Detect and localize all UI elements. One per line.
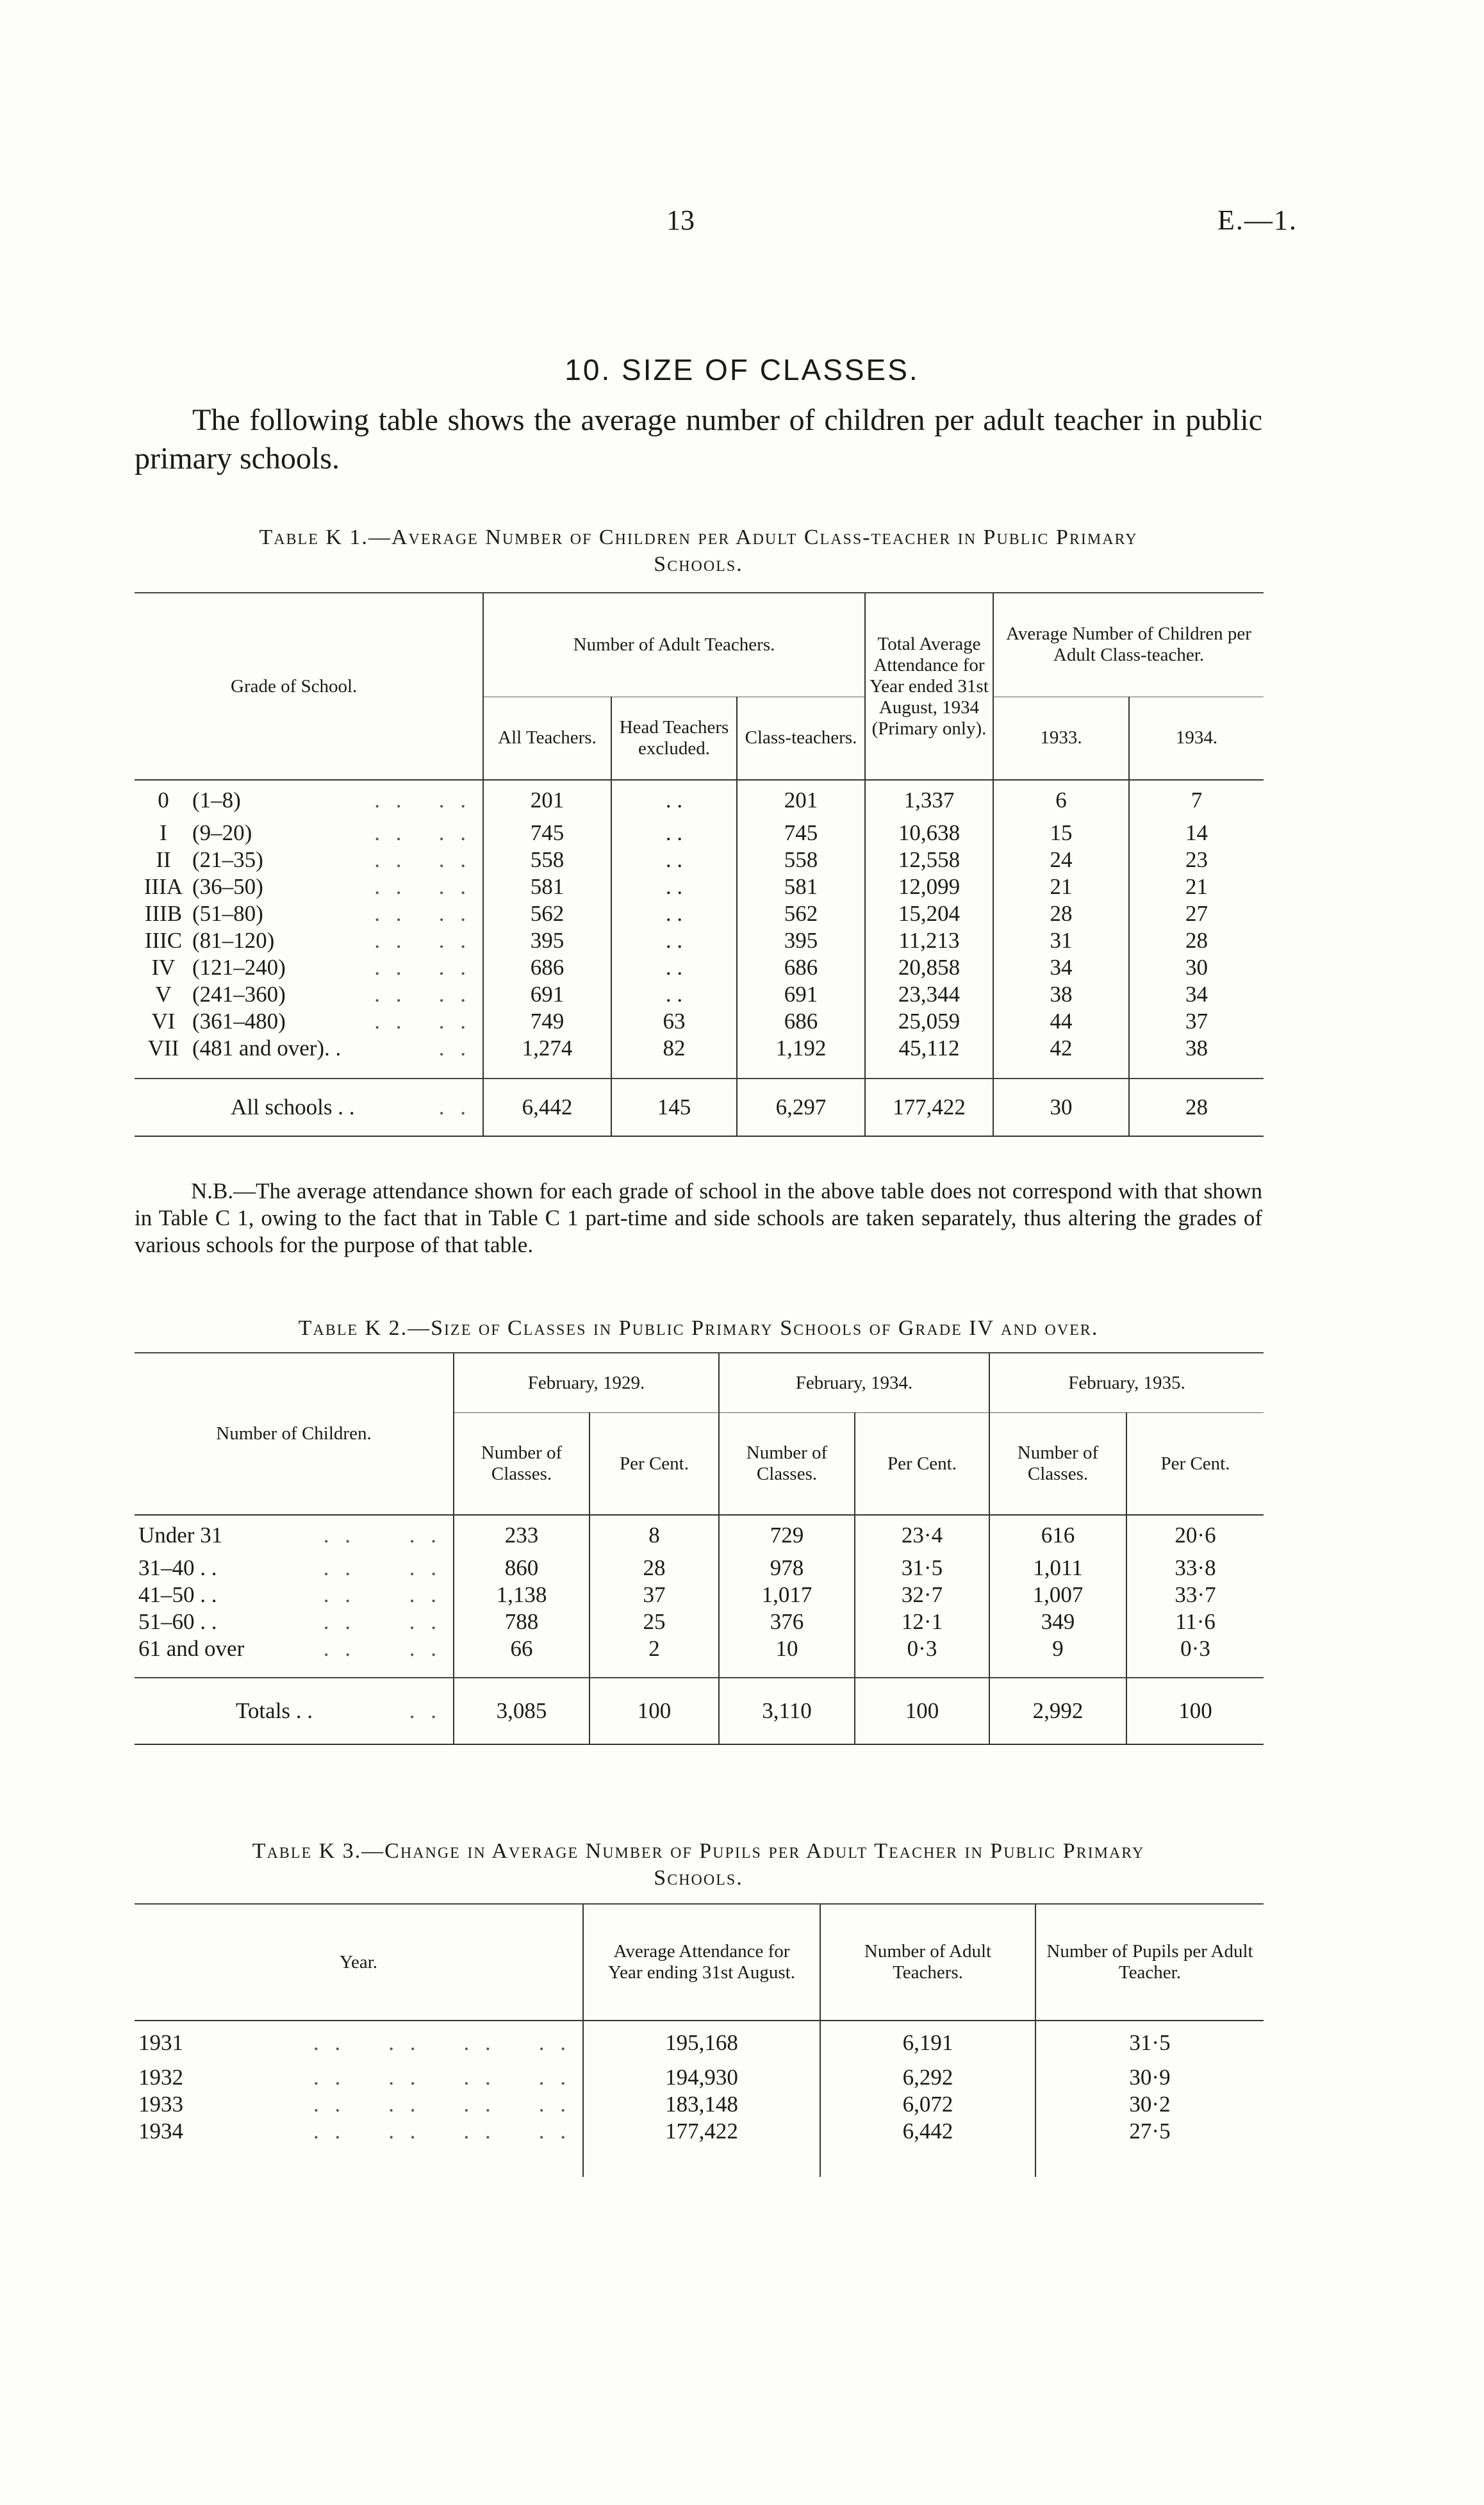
k1-range: (361–480) xyxy=(192,1009,286,1034)
k2-total-label-cell xyxy=(135,1678,454,1744)
k2-classes-1934: 376 xyxy=(719,1608,855,1635)
spacer-cell xyxy=(1126,1662,1264,1678)
k1-total-label-cell xyxy=(135,1079,483,1136)
k2-classes-1929: 66 xyxy=(454,1635,589,1662)
k2-row-label: 41–50 . . xyxy=(138,1582,217,1607)
k2-percent-1929: 25 xyxy=(589,1608,719,1635)
k1-total-class: 6,297 xyxy=(737,1079,865,1136)
spacer-cell xyxy=(993,1062,1129,1079)
k1-attendance: 23,344 xyxy=(865,981,993,1008)
k3-row-dots: . . . . . . . . xyxy=(313,2092,571,2117)
k2-total-p1934: 100 xyxy=(855,1678,989,1744)
k1-class-teachers: 686 xyxy=(737,954,865,981)
table-row xyxy=(135,873,1264,900)
k3-pupils-per-teacher: 27·5 xyxy=(1035,2118,1264,2145)
k1-header-teachers-group: Number of Adult Teachers. xyxy=(483,593,865,697)
table-k2 xyxy=(135,1352,1264,1745)
k2-percent-1929: 28 xyxy=(589,1555,719,1582)
k1-grade: 0 xyxy=(158,787,169,813)
table-row xyxy=(135,954,1264,981)
k2-row-label-cell xyxy=(135,1555,454,1582)
table-row xyxy=(135,1555,1264,1582)
table-k3-caption xyxy=(135,1838,1262,1892)
k2-percent-1934: 31·5 xyxy=(855,1555,989,1582)
k1-grade: VI xyxy=(151,1009,176,1034)
k2-total-c1934: 3,110 xyxy=(719,1678,855,1744)
table-k3-caption-line1: Table K 3.—Change in Average Number of Pupils per Adult Teacher in Public Primary xyxy=(252,1839,1145,1863)
k1-avg-1934: 14 xyxy=(1129,820,1264,847)
k1-head-excluded: . . xyxy=(611,954,737,981)
table-row xyxy=(135,2118,1264,2145)
k1-grade: V xyxy=(155,982,172,1007)
k2-percent-1935: 11·6 xyxy=(1126,1608,1264,1635)
k1-all-teachers: 691 xyxy=(483,981,611,1008)
k1-dots: . . . . xyxy=(374,955,471,980)
k1-class-teachers: 691 xyxy=(737,981,865,1008)
k1-range: (9–20) xyxy=(192,820,252,845)
k1-class-teachers: 395 xyxy=(737,927,865,954)
k2-percent-1929: 8 xyxy=(589,1515,719,1555)
k1-head-excluded: . . xyxy=(611,927,737,954)
k1-dots: . . . . xyxy=(374,820,471,845)
k2-header-percent-1935: Per Cent. xyxy=(1126,1413,1264,1516)
k1-grade-cell xyxy=(135,873,483,900)
k1-avg-1933: 34 xyxy=(993,954,1129,981)
section-title: 10. SIZE OF CLASSES. xyxy=(565,353,919,386)
k1-all-teachers: 558 xyxy=(483,847,611,873)
spacer-cell xyxy=(855,1662,989,1678)
k1-all-teachers: 395 xyxy=(483,927,611,954)
k2-classes-1935: 616 xyxy=(989,1515,1126,1555)
k2-row-label: 51–60 . . xyxy=(138,1609,217,1634)
k3-row-label-cell xyxy=(135,2021,583,2064)
k1-grade-cell xyxy=(135,900,483,927)
k1-range: (51–80) xyxy=(192,901,263,926)
k2-header-percent-1934: Per Cent. xyxy=(855,1413,989,1516)
k3-row-label: 1933 xyxy=(138,2092,183,2117)
k2-row-label-cell xyxy=(135,1582,454,1608)
k1-grade: VII xyxy=(147,1036,179,1061)
k2-percent-1929: 37 xyxy=(589,1582,719,1608)
k2-row-dots: . . . . xyxy=(323,1636,441,1661)
k2-total-p1929: 100 xyxy=(589,1678,719,1744)
k2-row-label-cell xyxy=(135,1635,454,1662)
k1-head-excluded: . . xyxy=(611,981,737,1008)
spacer-cell xyxy=(989,1662,1126,1678)
k1-header-attendance: Total Average Attendance for Year ended 31st August, 1934 (Primary only). xyxy=(865,593,993,780)
k1-grade: IIIB xyxy=(144,901,183,926)
table-k1 xyxy=(135,592,1264,1137)
table-row xyxy=(135,981,1264,1008)
spacer-cell xyxy=(135,1662,454,1678)
table-row xyxy=(135,780,1264,820)
k2-header-classes-1935: Number of Classes. xyxy=(989,1413,1126,1516)
k3-pupils-per-teacher: 30·2 xyxy=(1035,2091,1264,2118)
k1-dots: . . . . xyxy=(374,847,471,872)
spacer-cell xyxy=(589,1662,719,1678)
k3-header-year: Year. xyxy=(135,1904,583,2021)
k2-total-label: Totals . . xyxy=(236,1698,313,1723)
k1-grade-cell xyxy=(135,1008,483,1035)
k1-dots: . . . . xyxy=(374,928,471,953)
table-row xyxy=(135,1008,1264,1035)
k1-dots: . . . . xyxy=(374,874,471,899)
k2-classes-1934: 1,017 xyxy=(719,1582,855,1608)
k2-classes-1929: 1,138 xyxy=(454,1582,589,1608)
k1-avg-1933: 15 xyxy=(993,820,1129,847)
k2-percent-1929: 2 xyxy=(589,1635,719,1662)
k1-range: (81–120) xyxy=(192,928,275,953)
k1-attendance: 11,213 xyxy=(865,927,993,954)
table-row xyxy=(135,2091,1264,2118)
k1-avg-1933: 6 xyxy=(993,780,1129,820)
k1-avg-1934: 28 xyxy=(1129,927,1264,954)
table-row xyxy=(135,1582,1264,1608)
k1-header-all-teachers: All Teachers. xyxy=(483,697,611,780)
k1-dots: . . . . xyxy=(374,1009,471,1034)
k1-head-excluded: . . xyxy=(611,780,737,820)
k3-header-teachers: Number of Adult Teachers. xyxy=(820,1904,1035,2021)
k2-percent-1935: 0·3 xyxy=(1126,1635,1264,1662)
k2-classes-1935: 1,011 xyxy=(989,1555,1126,1582)
k3-pupils-per-teacher: 30·9 xyxy=(1035,2064,1264,2091)
k1-attendance: 25,059 xyxy=(865,1008,993,1035)
k2-row-dots: . . . . xyxy=(323,1582,441,1607)
k3-row-label-cell xyxy=(135,2091,583,2118)
k3-attendance: 194,930 xyxy=(583,2064,820,2091)
k1-avg-1934: 38 xyxy=(1129,1035,1264,1062)
k2-header-children: Number of Children. xyxy=(135,1353,454,1515)
k1-attendance: 1,337 xyxy=(865,780,993,820)
spacer-cell xyxy=(737,1062,865,1079)
table-k1-caption-line1: Table K 1.—Average Number of Children per Adult Class-teacher in Public Primary xyxy=(259,525,1138,549)
k1-avg-1933: 38 xyxy=(993,981,1129,1008)
k1-all-teachers: 201 xyxy=(483,780,611,820)
table-k3 xyxy=(135,1903,1264,2177)
k1-header-class-teachers: Class-teachers. xyxy=(737,697,865,780)
k1-total-all: 6,442 xyxy=(483,1079,611,1136)
k1-total-attendance: 177,422 xyxy=(865,1079,993,1136)
table-k2-caption: Table K 2.—Size of Classes in Public Primary Schools of Grade IV and over. xyxy=(298,1316,1099,1340)
k2-classes-1934: 729 xyxy=(719,1515,855,1555)
k1-all-teachers: 1,274 xyxy=(483,1035,611,1062)
spacer-cell xyxy=(719,1662,855,1678)
k1-range: (481 and over). . xyxy=(192,1036,342,1061)
k1-all-teachers: 686 xyxy=(483,954,611,981)
k2-total-c1929: 3,085 xyxy=(454,1678,589,1744)
k1-total-1934: 28 xyxy=(1129,1079,1264,1136)
spacer-cell xyxy=(135,2145,583,2177)
spacer-cell xyxy=(1129,1062,1264,1079)
spacer-cell xyxy=(454,1662,589,1678)
k3-row-label: 1934 xyxy=(138,2119,183,2144)
table-row xyxy=(135,820,1264,847)
k1-header-avg-group: Average Number of Children per Adult Class-teacher. xyxy=(993,593,1264,697)
k3-row-dots: . . . . . . . . xyxy=(313,2065,571,2090)
k3-attendance: 177,422 xyxy=(583,2118,820,2145)
k1-grade: II xyxy=(156,847,171,872)
k2-header-feb1934: February, 1934. xyxy=(719,1353,989,1413)
k1-range: (36–50) xyxy=(192,874,263,899)
table-row xyxy=(135,900,1264,927)
k1-avg-1933: 28 xyxy=(993,900,1129,927)
k2-row-label: Under 31 xyxy=(138,1522,223,1548)
k1-head-excluded: 82 xyxy=(611,1035,737,1062)
k2-percent-1935: 33·7 xyxy=(1126,1582,1264,1608)
k2-header-classes-1929: Number of Classes. xyxy=(454,1413,589,1516)
k1-dots: . . . . xyxy=(374,982,471,1007)
k1-spacer-row xyxy=(135,1062,1264,1079)
k1-range: (241–360) xyxy=(192,982,286,1007)
k1-avg-1933: 24 xyxy=(993,847,1129,873)
k1-avg-1934: 34 xyxy=(1129,981,1264,1008)
k1-header-1934: 1934. xyxy=(1129,697,1264,780)
note-paragraph: N.B.—The average attendance shown for each grade of school in the above table does not correspond with that shown in Table C 1, owing to the fact that in Table C 1 part-time and side schools are taken separately, thus altering the grades of various schools for the purpose of that table. xyxy=(135,1178,1262,1257)
k3-header-attendance: Average Attendance for Year ending 31st August. xyxy=(583,1904,820,2021)
spacer-cell xyxy=(583,2145,820,2177)
spacer-cell xyxy=(820,2145,1035,2177)
k3-spacer-row xyxy=(135,2145,1264,2177)
k1-avg-1934: 37 xyxy=(1129,1008,1264,1035)
k1-grade-cell xyxy=(135,847,483,873)
k1-head-excluded: 63 xyxy=(611,1008,737,1035)
k2-total-dots: . . xyxy=(409,1698,441,1723)
k1-avg-1934: 7 xyxy=(1129,780,1264,820)
k3-teachers: 6,292 xyxy=(820,2064,1035,2091)
k1-attendance: 15,204 xyxy=(865,900,993,927)
table-row xyxy=(135,2064,1264,2091)
k2-percent-1934: 12·1 xyxy=(855,1608,989,1635)
k2-percent-1934: 32·7 xyxy=(855,1582,989,1608)
spacer-cell xyxy=(1035,2145,1264,2177)
k1-avg-1934: 30 xyxy=(1129,954,1264,981)
k1-head-excluded: . . xyxy=(611,873,737,900)
k3-row-label: 1932 xyxy=(138,2065,183,2090)
k1-grade: IIIC xyxy=(144,928,183,953)
k1-all-teachers: 562 xyxy=(483,900,611,927)
table-row xyxy=(135,1035,1264,1062)
k2-row-label: 31–40 . . xyxy=(138,1555,217,1580)
k3-row-dots: . . . . . . . . xyxy=(313,2119,571,2144)
k1-avg-1933: 42 xyxy=(993,1035,1129,1062)
k2-classes-1935: 1,007 xyxy=(989,1582,1126,1608)
table-row xyxy=(135,1635,1264,1662)
k3-pupils-per-teacher: 31·5 xyxy=(1035,2021,1264,2064)
k1-class-teachers: 562 xyxy=(737,900,865,927)
k1-range: (121–240) xyxy=(192,955,286,980)
k1-attendance: 10,638 xyxy=(865,820,993,847)
table-k1-caption xyxy=(135,524,1262,578)
k1-avg-1934: 21 xyxy=(1129,873,1264,900)
k2-classes-1929: 233 xyxy=(454,1515,589,1555)
k3-row-dots: . . . . . . . . xyxy=(313,2030,571,2055)
k2-row-dots: . . . . xyxy=(323,1522,441,1548)
k1-grade-cell xyxy=(135,780,483,820)
k1-grade-cell xyxy=(135,1035,483,1062)
k1-total-dots: . . xyxy=(438,1095,471,1120)
k1-grade-cell xyxy=(135,954,483,981)
k1-all-teachers: 745 xyxy=(483,820,611,847)
k2-classes-1935: 349 xyxy=(989,1608,1126,1635)
k1-class-teachers: 558 xyxy=(737,847,865,873)
k2-total-row xyxy=(135,1678,1264,1744)
k2-classes-1934: 978 xyxy=(719,1555,855,1582)
k2-header-classes-1934: Number of Classes. xyxy=(719,1413,855,1516)
k3-teachers: 6,072 xyxy=(820,2091,1035,2118)
k1-class-teachers: 1,192 xyxy=(737,1035,865,1062)
k1-attendance: 20,858 xyxy=(865,954,993,981)
k3-attendance: 183,148 xyxy=(583,2091,820,2118)
k3-row-label: 1931 xyxy=(138,2030,183,2055)
k2-row-label-cell xyxy=(135,1515,454,1555)
k1-total-label: All schools . . xyxy=(231,1095,355,1120)
k3-row-label-cell xyxy=(135,2118,583,2145)
k1-dots: . . . . xyxy=(374,901,471,926)
spacer-cell xyxy=(483,1062,611,1079)
k1-grade: IV xyxy=(151,955,176,980)
k2-row-dots: . . . . xyxy=(323,1555,441,1580)
k2-percent-1935: 33·8 xyxy=(1126,1555,1264,1582)
k2-spacer-row xyxy=(135,1662,1264,1678)
k2-classes-1929: 788 xyxy=(454,1608,589,1635)
table-k3-caption-line2: Schools. xyxy=(654,1866,743,1890)
k1-class-teachers: 581 xyxy=(737,873,865,900)
k3-teachers: 6,191 xyxy=(820,2021,1035,2064)
table-row xyxy=(135,1515,1264,1555)
k1-attendance: 12,558 xyxy=(865,847,993,873)
k3-attendance: 195,168 xyxy=(583,2021,820,2064)
k1-total-row xyxy=(135,1079,1264,1136)
k1-dots: . . . . xyxy=(374,787,471,813)
k2-header-feb1929: February, 1929. xyxy=(454,1353,719,1413)
k1-class-teachers: 745 xyxy=(737,820,865,847)
k2-total-p1935: 100 xyxy=(1126,1678,1264,1744)
k3-header-pupils: Number of Pupils per Adult Teacher. xyxy=(1035,1904,1264,2021)
k1-grade: I xyxy=(160,820,167,845)
table-row xyxy=(135,927,1264,954)
spacer-cell xyxy=(865,1062,993,1079)
document-code: E.—1. xyxy=(1217,204,1298,236)
k1-head-excluded: . . xyxy=(611,900,737,927)
k2-classes-1935: 9 xyxy=(989,1635,1126,1662)
k1-total-head: 145 xyxy=(611,1079,737,1136)
k2-header-percent-1929: Per Cent. xyxy=(589,1413,719,1516)
spacer-cell xyxy=(135,1062,483,1079)
k1-avg-1934: 23 xyxy=(1129,847,1264,873)
k1-avg-1934: 27 xyxy=(1129,900,1264,927)
table-row xyxy=(135,2021,1264,2064)
k1-header-grade: Grade of School. xyxy=(135,593,483,780)
k1-total-1933: 30 xyxy=(993,1079,1129,1136)
k1-all-teachers: 581 xyxy=(483,873,611,900)
k2-header-feb1935: February, 1935. xyxy=(989,1353,1264,1413)
k1-class-teachers: 686 xyxy=(737,1008,865,1035)
k1-attendance: 12,099 xyxy=(865,873,993,900)
k3-teachers: 6,442 xyxy=(820,2118,1035,2145)
k1-dots: . . xyxy=(438,1036,471,1061)
k1-head-excluded: . . xyxy=(611,820,737,847)
k2-row-label-cell xyxy=(135,1608,454,1635)
k1-attendance: 45,112 xyxy=(865,1035,993,1062)
k1-avg-1933: 31 xyxy=(993,927,1129,954)
k1-grade-cell xyxy=(135,927,483,954)
k1-range: (21–35) xyxy=(192,847,263,872)
k2-percent-1935: 20·6 xyxy=(1126,1515,1264,1555)
table-k1-caption-line2: Schools. xyxy=(654,552,743,576)
table-row xyxy=(135,1608,1264,1635)
k1-class-teachers: 201 xyxy=(737,780,865,820)
k2-row-dots: . . . . xyxy=(323,1609,441,1634)
page-number: 13 xyxy=(666,204,695,236)
intro-paragraph: The following table shows the average number of children per adult teacher in public primary schools. xyxy=(135,403,1262,475)
k2-percent-1934: 23·4 xyxy=(855,1515,989,1555)
k1-range: (1–8) xyxy=(192,787,241,813)
k2-total-c1935: 2,992 xyxy=(989,1678,1126,1744)
k1-all-teachers: 749 xyxy=(483,1008,611,1035)
k1-header-head-excluded: Head Teachers excluded. xyxy=(611,697,737,780)
table-row xyxy=(135,847,1264,873)
k1-grade: IIIA xyxy=(144,874,183,899)
k1-header-1933: 1933. xyxy=(993,697,1129,780)
k1-avg-1933: 21 xyxy=(993,873,1129,900)
k1-grade-cell xyxy=(135,981,483,1008)
k2-percent-1934: 0·3 xyxy=(855,1635,989,1662)
k1-grade-cell xyxy=(135,820,483,847)
k3-row-label-cell xyxy=(135,2064,583,2091)
k2-row-label: 61 and over xyxy=(138,1636,245,1661)
spacer-cell xyxy=(611,1062,737,1079)
k2-classes-1929: 860 xyxy=(454,1555,589,1582)
k1-head-excluded: . . xyxy=(611,847,737,873)
k2-classes-1934: 10 xyxy=(719,1635,855,1662)
k1-avg-1933: 44 xyxy=(993,1008,1129,1035)
